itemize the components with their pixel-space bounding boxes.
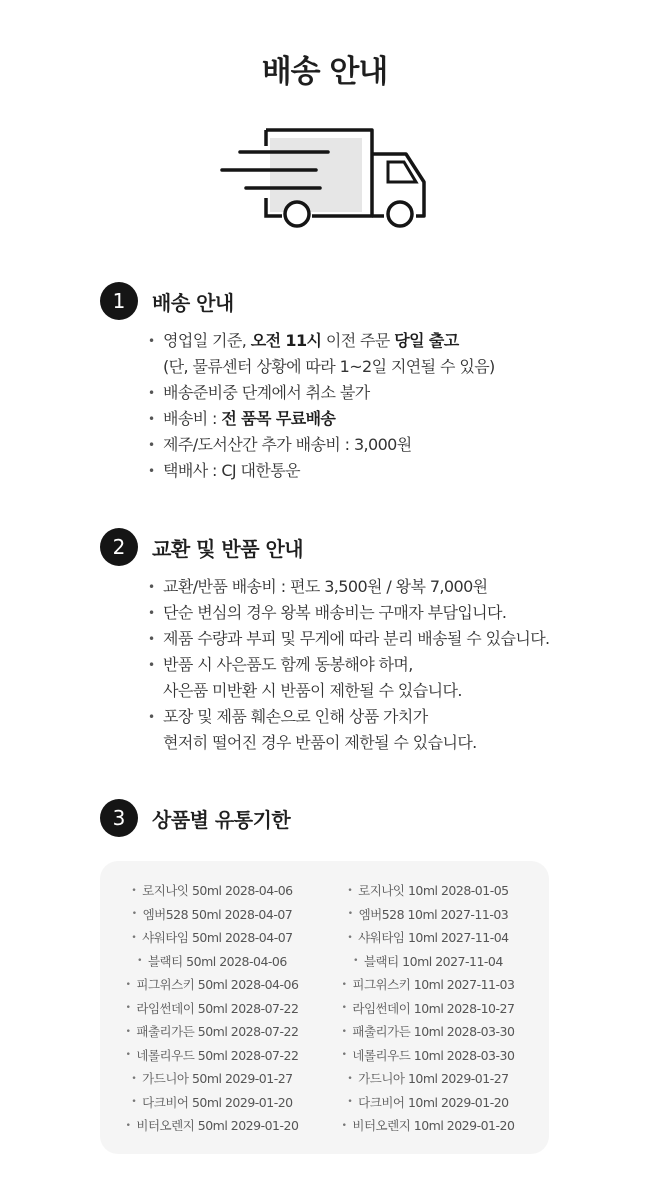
list-item: • 영업일 기준, 오전 11시 이전 주문 당일 출고 (단, 물류센터 상황에 따라 1~2일 지연될 수 있음) — [148, 328, 495, 380]
section-expiry-header — [100, 799, 290, 837]
return-info-list — [148, 574, 550, 756]
expiry-column-10ml — [316, 879, 540, 1138]
section-number-badge: 3 — [100, 799, 138, 837]
expiry-item: • 패출리가든 50ml 2028-07-22 — [125, 1024, 299, 1039]
expiry-item: • 피그위스키 50ml 2028-04-06 — [125, 977, 299, 992]
expiry-item: • 엠버528 10ml 2027-11-03 — [347, 906, 509, 922]
expiry-item: • 샤워타임 50ml 2028-04-07 — [131, 930, 293, 945]
expiry-item: • 다크비어 50ml 2029-01-20 — [131, 1094, 293, 1110]
expiry-item: • 네롤리우드 50ml 2028-07-22 — [125, 1047, 299, 1063]
list-item: • 제품 수량과 부피 및 무게에 따라 분리 배송될 수 있습니다. — [148, 626, 550, 652]
section-number-badge: 1 — [100, 282, 138, 320]
section-title: 상품별 유통기한 — [152, 807, 291, 832]
expiry-item: • 라임썬데이 50ml 2028-07-22 — [125, 1000, 299, 1016]
expiry-item: • 로지나잇 50ml 2028-04-06 — [131, 883, 293, 898]
expiry-item: • 비터오렌지 10ml 2029-01-20 — [341, 1118, 515, 1133]
list-item: • 단순 변심의 경우 왕복 배송비는 구매자 부담입니다. — [148, 600, 550, 626]
section-delivery-header — [100, 282, 234, 320]
expiry-item: • 가드니아 10ml 2029-01-27 — [347, 1071, 509, 1086]
expiry-item: • 엠버528 50ml 2028-04-07 — [131, 906, 293, 922]
page-title: 배송 안내 — [261, 54, 388, 90]
section-title: 교환 및 반품 안내 — [152, 536, 304, 561]
section-return-header — [100, 528, 303, 566]
expiry-item: • 블랙티 10ml 2027-11-04 — [353, 953, 503, 969]
list-item: • 제주/도서산간 추가 배송비 : 3,000원 — [148, 432, 495, 458]
expiry-item: • 샤워타임 10ml 2027-11-04 — [347, 930, 509, 945]
delivery-info-list — [148, 328, 495, 484]
expiry-item: • 라임썬데이 10ml 2028-10-27 — [341, 1000, 515, 1016]
list-item: • 택배사 : CJ 대한통운 — [148, 458, 495, 484]
expiry-item: • 피그위스키 10ml 2027-11-03 — [341, 977, 515, 992]
expiry-column-50ml — [100, 879, 324, 1138]
list-item: • 반품 시 사은품도 함께 동봉해야 하며, 사은품 미반환 시 반품이 제한될 수 있습니다. — [148, 652, 550, 704]
list-item: • 교환/반품 배송비 : 편도 3,500원 / 왕복 7,000원 — [148, 574, 550, 600]
expiry-table — [100, 861, 549, 1154]
list-item: • 배송준비중 단계에서 취소 불가 — [148, 380, 495, 406]
section-title: 배송 안내 — [152, 290, 234, 315]
section-number-badge: 2 — [100, 528, 138, 566]
expiry-item: • 가드니아 50ml 2029-01-27 — [131, 1071, 293, 1086]
expiry-item: • 네롤리우드 10ml 2028-03-30 — [341, 1047, 515, 1063]
list-item: • 포장 및 제품 훼손으로 인해 상품 가치가 현저히 떨어진 경우 반품이 제한될 수 있습니다. — [148, 704, 550, 756]
delivery-truck-icon — [220, 124, 430, 230]
list-item: • 배송비 : 전 품목 무료배송 — [148, 406, 495, 432]
expiry-item: • 다크비어 10ml 2029-01-20 — [347, 1094, 509, 1110]
expiry-item: • 블랙티 50ml 2028-04-06 — [137, 953, 287, 969]
expiry-item: • 비터오렌지 50ml 2029-01-20 — [125, 1118, 299, 1133]
expiry-item: • 패출리가든 10ml 2028-03-30 — [341, 1024, 515, 1039]
expiry-item: • 로지나잇 10ml 2028-01-05 — [347, 883, 509, 898]
